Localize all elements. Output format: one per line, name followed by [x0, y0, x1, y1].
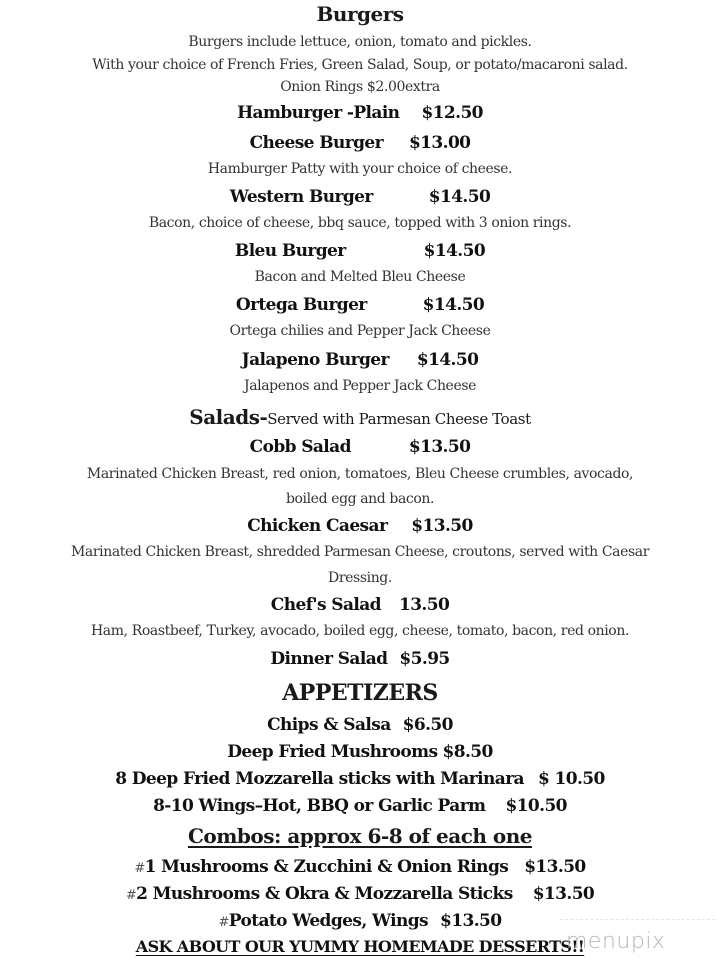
menu-item-chips-salsa	[0, 715, 720, 735]
watermark-divider	[560, 919, 715, 920]
item-prefix: #	[218, 915, 229, 930]
item-desc-cheese-burger: Hamburger Patty with your choice of cheese.	[207, 161, 513, 177]
menu-item-combo-2	[0, 884, 720, 904]
item-name: Cobb Salad	[249, 437, 351, 457]
salads-subtitle: Served with Parmesan Cheese Toast	[267, 410, 531, 428]
burgers-note-toppings: Burgers include lettuce, onion, tomato and pickles.	[188, 34, 532, 50]
item-name: 2 Mushrooms & Okra & Mozzarella Sticks	[136, 884, 513, 904]
item-price: $14.50	[416, 350, 479, 370]
item-name: 8-10 Wings–Hot, BBQ or Garlic Parm	[153, 796, 486, 816]
item-desc-chefs-salad: Ham, Roastbeef, Turkey, avocado, boiled egg, cheese, tomato, bacon, red onion.	[91, 623, 629, 639]
menu-item-bleu-burger	[0, 241, 720, 261]
item-name: Bleu Burger	[234, 241, 346, 261]
item-price: $14.50	[422, 295, 485, 315]
burgers-note-sides: With your choice of French Fries, Green Salad, Soup, or potato/macaroni salad.	[92, 57, 628, 73]
item-name: Jalapeno Burger	[241, 350, 389, 370]
item-desc-chicken-caesar-2: Dressing.	[328, 570, 392, 586]
item-name: Chef's Salad	[270, 595, 381, 615]
menu-item-cheese-burger	[0, 133, 720, 153]
menu-item-deep-fried-mushrooms	[0, 742, 720, 762]
menu-item-western-burger	[0, 187, 720, 207]
item-desc-ortega-burger: Ortega chilies and Pepper Jack Cheese	[229, 323, 491, 339]
menu-item-combo-1	[0, 857, 720, 877]
item-name: Western Burger	[229, 187, 373, 207]
item-prefix: #	[125, 888, 137, 903]
salads-heading-row	[0, 405, 720, 429]
item-name: Dinner Salad	[270, 649, 388, 669]
item-price: $8.50	[442, 742, 493, 762]
item-name: Hamburger -Plain	[237, 103, 400, 123]
item-price: $13.00	[408, 133, 471, 153]
item-name: Chicken Caesar	[247, 516, 388, 536]
menu-item-jalapeno-burger	[0, 350, 720, 370]
item-price: $ 10.50	[537, 769, 605, 789]
item-desc-bleu-burger: Bacon and Melted Bleu Cheese	[254, 269, 466, 285]
item-price: $13.50	[524, 857, 586, 877]
item-price: $14.50	[428, 187, 491, 207]
menu-item-mozzarella-sticks	[0, 769, 720, 789]
item-name: 1 Mushrooms & Zucchini & Onion Rings	[144, 857, 509, 877]
item-desc-chicken-caesar-1: Marinated Chicken Breast, shredded Parmesan Cheese, croutons, served with Caesar	[70, 544, 650, 560]
menu-item-chefs-salad	[0, 595, 720, 615]
item-name: Cheese Burger	[249, 133, 383, 153]
burgers-note-onion-rings: Onion Rings $2.00extra	[280, 79, 440, 95]
menu-item-ortega-burger	[0, 295, 720, 315]
salads-heading: Salads-	[189, 405, 268, 429]
item-price: $10.50	[505, 796, 567, 816]
item-name: Deep Fried Mushrooms	[227, 742, 438, 762]
item-price: $13.50	[411, 516, 473, 536]
combos-heading: Combos: approx 6-8 of each one	[187, 824, 532, 848]
item-price: $6.50	[402, 715, 453, 735]
burgers-heading: Burgers	[316, 2, 404, 26]
item-name: Chips & Salsa	[267, 715, 391, 735]
menu-item-chicken-caesar	[0, 516, 720, 536]
item-name: Ortega Burger	[235, 295, 367, 315]
menupix-watermark: menupix	[566, 929, 666, 954]
item-price: $13.50	[408, 437, 471, 457]
item-price: $13.50	[440, 911, 502, 931]
menu-item-wings	[0, 796, 720, 816]
item-name: Potato Wedges, Wings	[228, 911, 429, 931]
item-desc-jalapeno-burger: Jalapenos and Pepper Jack Cheese	[243, 378, 476, 394]
menu-item-cobb-salad	[0, 437, 720, 457]
item-desc-cobb-salad-1: Marinated Chicken Breast, red onion, tomatoes, Bleu Cheese crumbles, avocado,	[86, 466, 634, 482]
item-price: $13.50	[532, 884, 595, 904]
item-name: 8 Deep Fried Mozzarella sticks with Marinara	[115, 769, 524, 789]
item-price: $14.50	[423, 241, 486, 261]
item-price: $5.95	[399, 649, 450, 669]
menu-item-hamburger-plain	[0, 103, 720, 123]
item-prefix: #	[134, 861, 145, 876]
item-desc-cobb-salad-2: boiled egg and bacon.	[285, 491, 435, 507]
menu-item-dinner-salad	[0, 649, 720, 669]
item-price: $12.50	[421, 103, 483, 123]
menu-item-combo-3	[0, 911, 720, 931]
item-price: 13.50	[398, 595, 450, 615]
desserts-note: ASK ABOUT OUR YUMMY HOMEMADE DESSERTS!!	[135, 937, 585, 956]
appetizers-heading: APPETIZERS	[282, 680, 438, 706]
item-desc-western-burger: Bacon, choice of cheese, bbq sauce, topped with 3 onion rings.	[148, 215, 572, 231]
